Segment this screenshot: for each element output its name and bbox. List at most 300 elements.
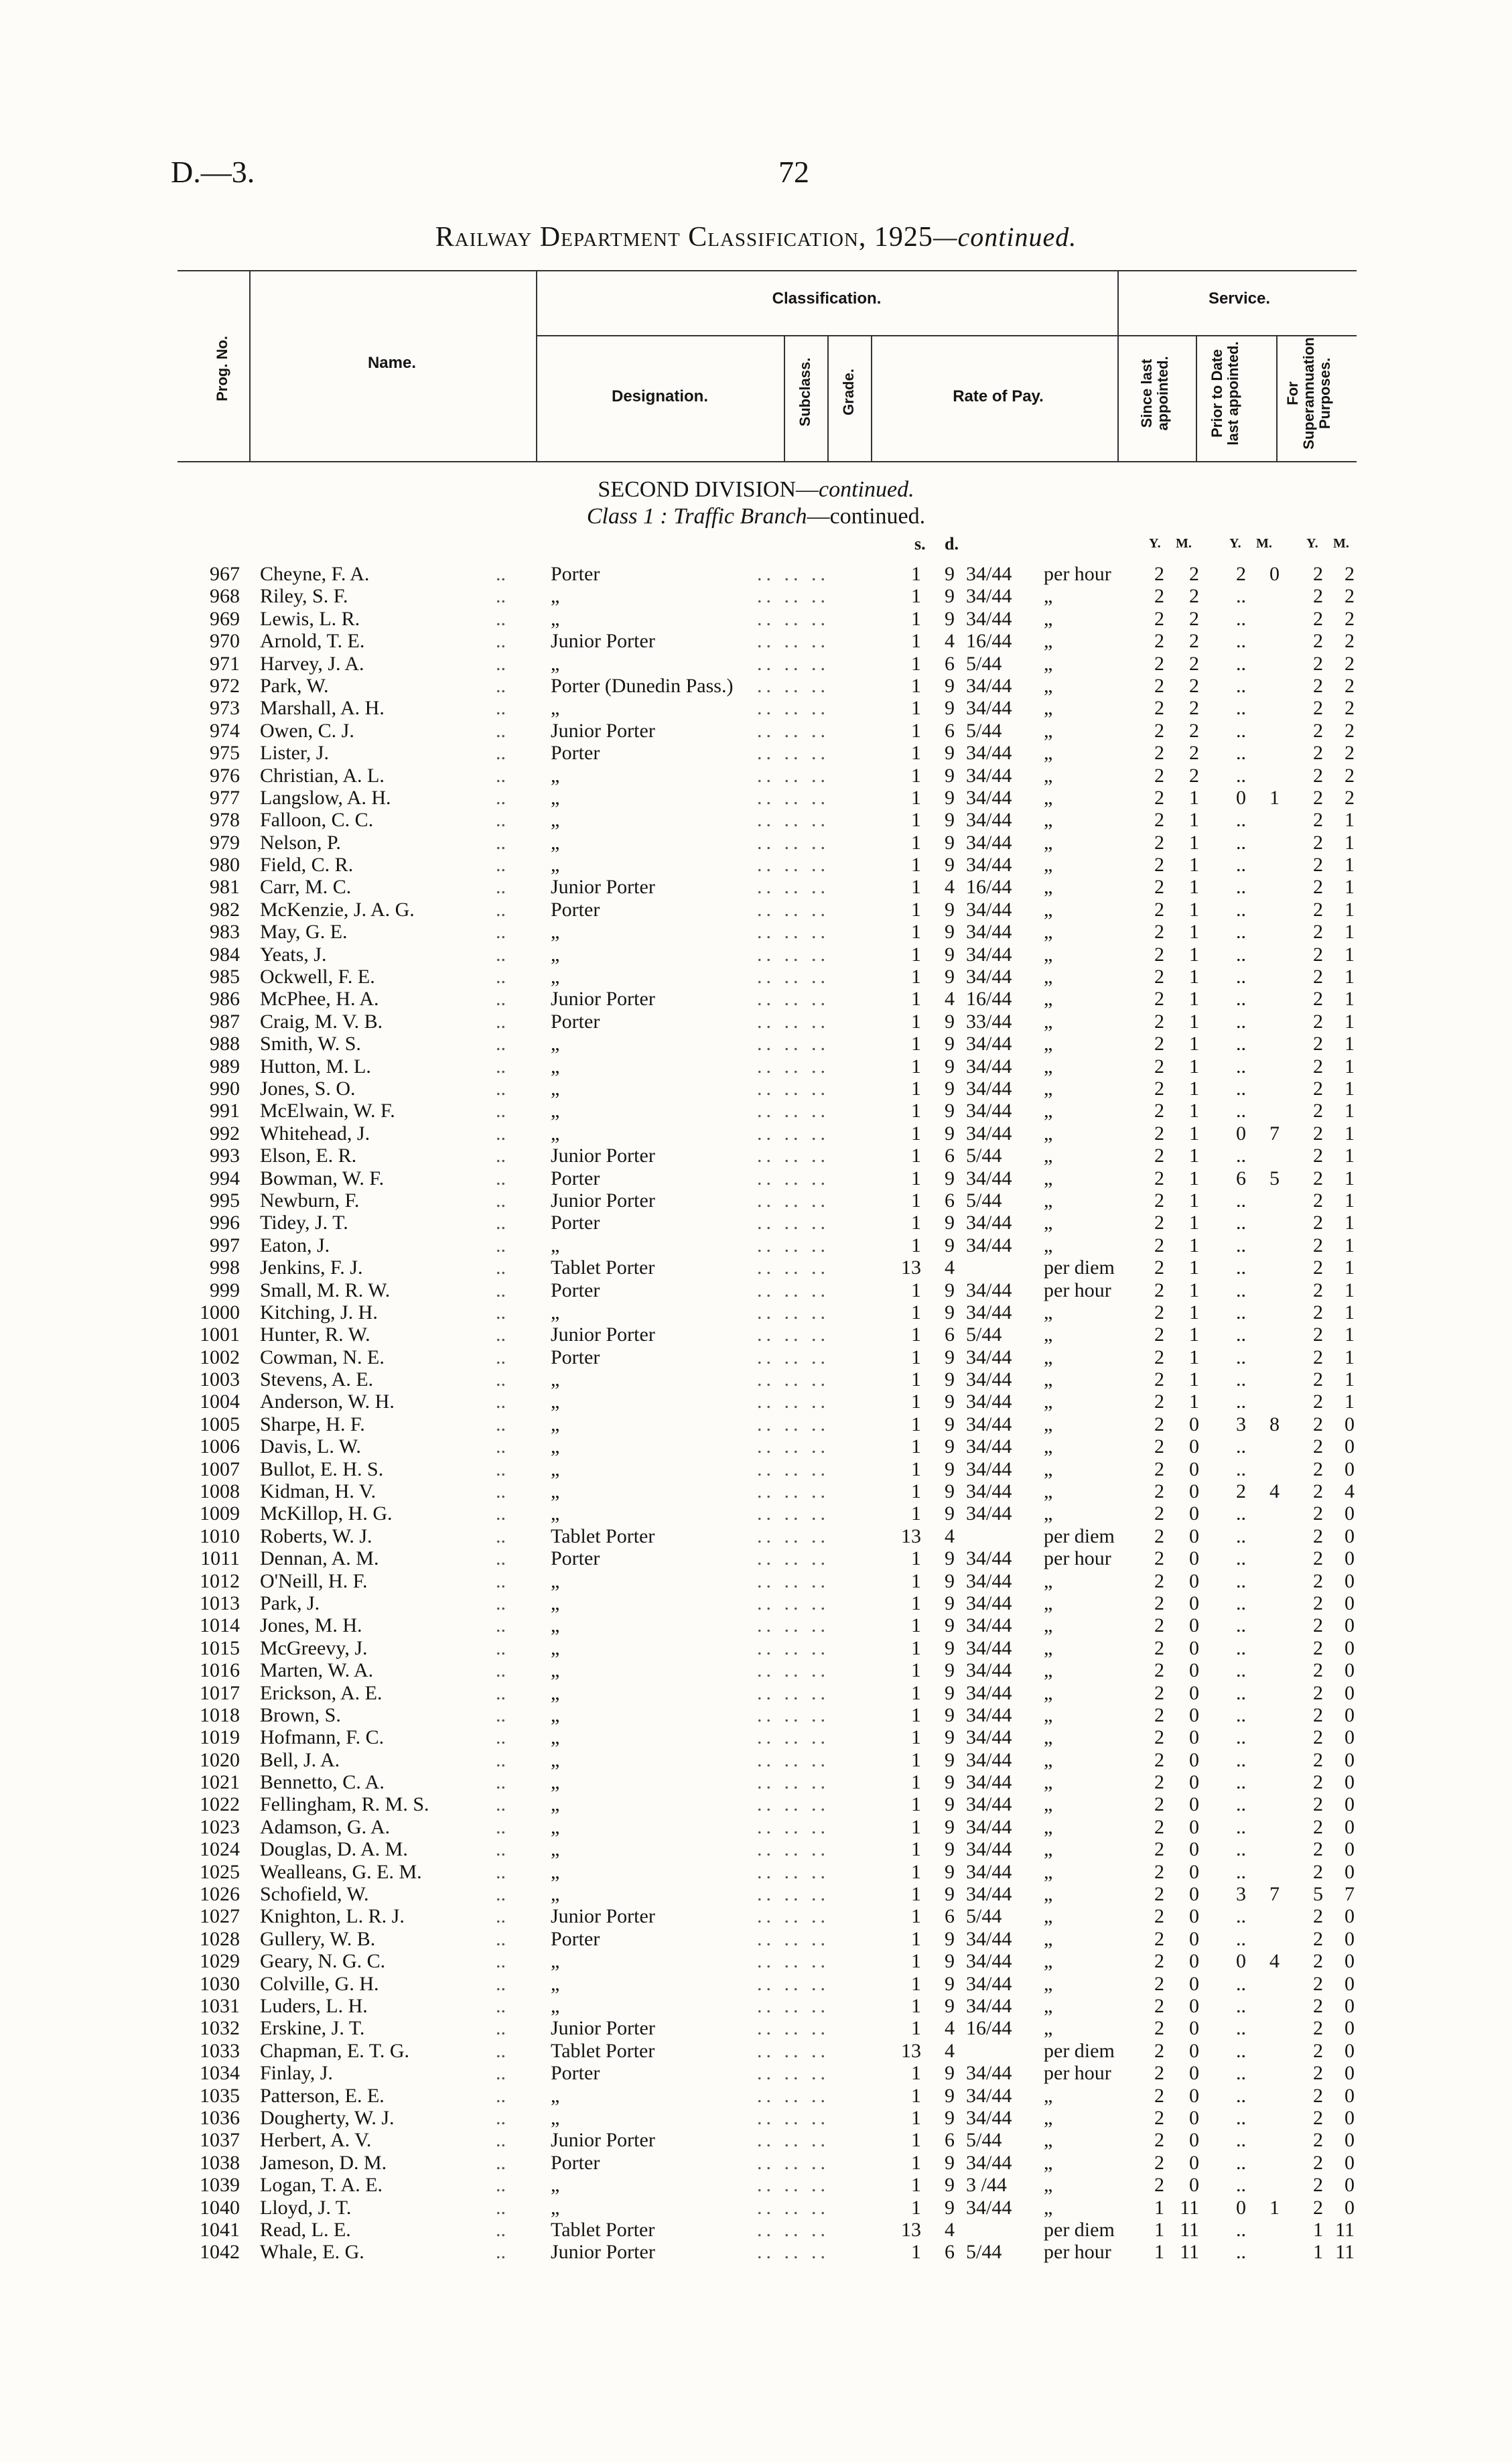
rate-shillings: 1 [911,652,921,675]
rate-unit: per hour [1044,2241,1111,2264]
rate-fraction: 34/44 [966,786,1012,809]
rate-pence: 6 [945,1323,955,1346]
super-years: 2 [1313,1502,1323,1525]
employee-name: Finlay, J. [260,2062,333,2085]
super-years: 2 [1313,563,1323,585]
since-months: 0 [1189,1927,1199,1950]
prior-years: .. [1236,719,1246,742]
leader-dots: .. [496,1726,506,1749]
prog-no: 1028 [200,1927,240,1950]
rate-unit: „ [1044,1972,1053,1995]
division-label: SECOND DIVISION— [598,477,819,502]
prog-no: 991 [210,1100,240,1122]
rate-unit: „ [1044,630,1053,653]
since-months: 0 [1189,2174,1199,2197]
since-months: 0 [1189,1480,1199,1503]
table-row [0,2241,1512,2263]
leader-dots: .. .. .. [757,1793,829,1816]
rate-unit: „ [1044,1592,1053,1614]
super-months: 0 [1345,2062,1355,2085]
prior-months: 1 [1269,2196,1280,2219]
super-years: 2 [1313,607,1323,630]
rate-pence: 9 [945,1301,955,1323]
super-months: 0 [1345,1927,1355,1950]
leader-dots: .. [496,2129,506,2152]
since-years: 2 [1154,1145,1164,1167]
leader-dots: .. .. .. [757,1122,829,1145]
col-for-super: For Superannuation Purposes. [1284,337,1333,450]
employee-name: Whitehead, J. [260,1122,370,1145]
prior-years: .. [1236,2151,1246,2174]
since-months: 1 [1189,831,1199,854]
super-months: 0 [1345,1457,1355,1480]
rate-unit: „ [1044,943,1053,966]
since-years: 2 [1154,1883,1164,1906]
rate-shillings: 1 [911,2151,921,2174]
super-months: 0 [1345,2084,1355,2107]
super-months: 0 [1345,2196,1355,2219]
table-row [0,787,1512,809]
since-months: 1 [1189,786,1199,809]
employee-name: Park, J. [260,1592,320,1614]
rate-fraction: 34/44 [966,1502,1012,1525]
prior-years: .. [1236,1346,1246,1368]
leader-dots: .. [496,1234,506,1256]
prior-years: .. [1236,1033,1246,1055]
table-row [0,988,1512,1010]
super-years: 2 [1313,1592,1323,1614]
since-years: 1 [1154,2196,1164,2219]
rate-shillings: 1 [911,607,921,630]
rate-pence: 9 [945,966,955,988]
designation: „ [551,1301,560,1323]
rate-unit: „ [1044,898,1053,921]
rate-shillings: 1 [911,921,921,944]
table-row [0,1100,1512,1122]
rate-pence: 9 [945,1659,955,1682]
rate-fraction: 5/44 [966,1323,1002,1346]
rate-fraction: 34/44 [966,2106,1012,2129]
leader-dots: .. .. .. [757,809,829,832]
leader-dots: .. [496,1189,506,1212]
col-prog-no: Prog. No. [214,336,230,401]
since-years: 2 [1154,697,1164,720]
prior-months: 4 [1269,1950,1280,1973]
since-years: 2 [1154,1748,1164,1771]
table-row [0,1458,1512,1480]
table-row [0,2174,1512,2196]
super-months: 2 [1345,697,1355,720]
leader-dots: .. [496,1502,506,1525]
table-row [0,1390,1512,1413]
rate-pence: 9 [945,585,955,608]
super-years: 2 [1313,2196,1323,2219]
designation: „ [551,1457,560,1480]
rate-unit: „ [1044,988,1053,1011]
since-months: 0 [1189,2151,1199,2174]
leader-dots: .. .. .. [757,719,829,742]
designation: „ [551,1636,560,1659]
since-months: 1 [1189,1390,1199,1413]
super-years: 2 [1313,1368,1323,1391]
leader-dots: .. [496,674,506,697]
header-bottom-rule [178,461,1357,462]
super-months: 2 [1345,719,1355,742]
page-title [0,221,1512,253]
rate-pence: 9 [945,831,955,854]
leader-dots: .. [496,1077,506,1100]
table-row [0,1928,1512,1950]
super-months: 2 [1345,563,1355,585]
leader-dots: .. .. .. [757,1055,829,1078]
table-row [0,1659,1512,1681]
leader-dots: .. .. .. [757,1435,829,1458]
super-months: 1 [1345,943,1355,966]
leader-dots: .. .. .. [757,1077,829,1100]
prog-no: 1011 [200,1547,240,1570]
leader-dots: .. .. .. [757,1927,829,1950]
leader-dots: .. [496,1055,506,1078]
employee-name: Jameson, D. M. [260,2151,387,2174]
rate-shillings: 13 [901,1525,921,1547]
table-row [0,720,1512,742]
designation: „ [551,607,560,630]
rate-shillings: 1 [911,1726,921,1749]
since-years: 2 [1154,1502,1164,1525]
rate-unit: „ [1044,742,1053,765]
leader-dots: .. .. .. [757,1972,829,1995]
employee-name: McPhee, H. A. [260,988,379,1011]
designation: Porter [551,1279,600,1301]
prior-years: .. [1236,1703,1246,1726]
leader-dots: .. .. .. [757,1860,829,1883]
employee-name: Owen, C. J. [260,719,354,742]
table-row [0,2129,1512,2151]
rate-shillings: 1 [911,1368,921,1391]
designation: Porter [551,1547,600,1570]
rate-pence: 6 [945,1905,955,1928]
employee-name: Erskine, J. T. [260,2017,365,2040]
rate-unit: „ [1044,1614,1053,1637]
employee-name: Cowman, N. E. [260,1346,385,1368]
since-months: 0 [1189,1703,1199,1726]
since-years: 2 [1154,786,1164,809]
rate-unit: „ [1044,1010,1053,1033]
prior-years: .. [1236,1995,1246,2017]
rate-unit: „ [1044,1301,1053,1323]
designation: „ [551,1771,560,1794]
designation: Porter [551,563,600,585]
employee-name: Kitching, J. H. [260,1301,378,1323]
table-row [0,2062,1512,2084]
rate-unit: „ [1044,719,1053,742]
prior-months: 0 [1269,563,1280,585]
since-years: 2 [1154,563,1164,585]
table-row [0,854,1512,876]
rate-unit: „ [1044,809,1053,832]
super-months: 1 [1345,1167,1355,1189]
prog-no: 1035 [200,2084,240,2107]
rate-pence: 4 [945,2218,955,2241]
super-months: 0 [1345,1838,1355,1861]
prog-no: 1042 [200,2241,240,2264]
super-years: 2 [1313,1010,1323,1033]
since-months: 0 [1189,1636,1199,1659]
employee-name: Park, W. [260,674,329,697]
since-months: 1 [1189,1167,1199,1189]
prior-years: .. [1236,1927,1246,1950]
leader-dots: .. [496,898,506,921]
prog-no: 1032 [200,2017,240,2040]
rate-shillings: 1 [911,1480,921,1503]
since-years: 2 [1154,1927,1164,1950]
since-years: 1 [1154,2218,1164,2241]
employee-name: Marten, W. A. [260,1659,374,1682]
designation: Porter [551,2062,600,2085]
rate-fraction: 34/44 [966,674,1012,697]
rate-shillings: 1 [911,1636,921,1659]
designation: Porter [551,1346,600,1368]
rate-pence: 9 [945,1815,955,1838]
since-years: 2 [1154,943,1164,966]
since-months: 0 [1189,1614,1199,1637]
employee-name: Bell, J. A. [260,1748,340,1771]
employee-name: Nelson, P. [260,831,341,854]
super-months: 0 [1345,1569,1355,1592]
designation: „ [551,1815,560,1838]
super-months: 0 [1345,2151,1355,2174]
prog-no: 1019 [200,1726,240,1749]
rate-shillings: 1 [911,1703,921,1726]
rate-fraction: 34/44 [966,854,1012,877]
prog-no: 1015 [200,1636,240,1659]
divider-subclass [827,335,829,461]
super-months: 1 [1345,1145,1355,1167]
rate-fraction: 5/44 [966,1189,1002,1212]
leader-dots: .. [496,1748,506,1771]
employee-name: Langslow, A. H. [260,786,391,809]
rate-pence: 6 [945,719,955,742]
super-years: 2 [1313,585,1323,608]
rate-pence: 9 [945,1748,955,1771]
designation: „ [551,2196,560,2219]
super-years: 2 [1313,1614,1323,1637]
super-years: 2 [1313,1950,1323,1973]
designation: Junior Porter [551,2241,655,2264]
super-months: 1 [1345,1189,1355,1212]
leader-dots: .. [496,1122,506,1145]
super-years: 2 [1313,1748,1323,1771]
prior-months: 7 [1269,1122,1280,1145]
prog-no: 990 [210,1077,240,1100]
table-row [0,2107,1512,2129]
rate-shillings: 1 [911,1883,921,1906]
prog-no: 982 [210,898,240,921]
since-months: 0 [1189,1793,1199,1816]
prior-years: .. [1236,831,1246,854]
since-years: 2 [1154,1860,1164,1883]
employee-name: Sharpe, H. F. [260,1413,365,1435]
rate-pence: 9 [945,1457,955,1480]
rate-fraction: 34/44 [966,831,1012,854]
prior-years: .. [1236,2218,1246,2241]
super-months: 0 [1345,1525,1355,1547]
since-years: 2 [1154,1703,1164,1726]
table-row [0,1368,1512,1390]
super-years: 2 [1313,809,1323,832]
prior-years: .. [1236,1569,1246,1592]
rate-shillings: 1 [911,1435,921,1458]
employee-name: Small, M. R. W. [260,1279,391,1301]
super-months: 1 [1345,1368,1355,1391]
super-years: 2 [1313,1771,1323,1794]
leader-dots: .. [496,585,506,608]
rate-fraction: 34/44 [966,1100,1012,1122]
prog-no: 967 [210,563,240,585]
super-years: 2 [1313,1905,1323,1928]
prior-years: .. [1236,1502,1246,1525]
designation: Junior Porter [551,876,655,899]
table-row [0,1726,1512,1748]
since-months: 1 [1189,1010,1199,1033]
prog-no: 1005 [200,1413,240,1435]
designation: Porter (Dunedin Pass.) [551,674,734,697]
rate-fraction: 34/44 [966,2084,1012,2107]
super-years: 2 [1313,876,1323,899]
employee-name: Douglas, D. A. M. [260,1838,408,1861]
table-row [0,1167,1512,1189]
leader-dots: .. [496,1413,506,1435]
leader-dots: .. .. .. [757,1457,829,1480]
unit-m1: M. [1176,536,1192,551]
leader-dots: .. [496,1659,506,1682]
employee-name: Dougherty, W. J. [260,2106,395,2129]
prog-no: 1010 [200,1525,240,1547]
super-years: 2 [1313,1413,1323,1435]
super-years: 5 [1313,1883,1323,1906]
prior-years: .. [1236,2106,1246,2129]
since-years: 2 [1154,585,1164,608]
super-years: 2 [1313,2174,1323,2197]
since-years: 1 [1154,2241,1164,2264]
divider-designation [784,335,785,461]
divider-grade [871,335,872,461]
since-months: 11 [1180,2218,1199,2241]
employee-name: Bullot, E. H. S. [260,1457,384,1480]
table-row [0,966,1512,988]
since-months: 11 [1180,2241,1199,2264]
leader-dots: .. [496,764,506,787]
leader-dots: .. [496,1614,506,1637]
prior-years: .. [1236,1547,1246,1570]
rate-fraction: 34/44 [966,1636,1012,1659]
branch-label: Traffic Branch [673,504,807,529]
super-years: 2 [1313,2062,1323,2085]
header-top-rule [178,270,1357,271]
table-row [0,1122,1512,1145]
rate-shillings: 1 [911,809,921,832]
super-months: 1 [1345,1279,1355,1301]
divider-prior [1276,335,1278,461]
since-years: 2 [1154,1950,1164,1973]
super-years: 2 [1313,1636,1323,1659]
leader-dots: .. [496,1860,506,1883]
employee-name: Anderson, W. H. [260,1390,395,1413]
col-designation: Designation. [611,387,708,405]
leader-dots: .. .. .. [757,1033,829,1055]
rate-unit: „ [1044,1995,1053,2017]
prior-years: .. [1236,1390,1246,1413]
rate-pence: 9 [945,1703,955,1726]
rate-shillings: 1 [911,1055,921,1078]
prog-no: 973 [210,697,240,720]
leader-dots: .. [496,1010,506,1033]
rate-unit: per hour [1044,1279,1111,1301]
prog-no: 1017 [200,1681,240,1704]
prog-no: 1007 [200,1457,240,1480]
designation: Porter [551,898,600,921]
leader-dots: .. [496,1525,506,1547]
employee-name: Newburn, F. [260,1189,360,1212]
rate-shillings: 1 [911,1167,921,1189]
leader-dots: .. .. .. [757,1323,829,1346]
prog-no: 1023 [200,1815,240,1838]
prior-years: .. [1236,1860,1246,1883]
employee-name: Geary, N. G. C. [260,1950,386,1973]
since-years: 2 [1154,1435,1164,1458]
super-years: 2 [1313,1547,1323,1570]
super-years: 2 [1313,1122,1323,1145]
leader-dots: .. [496,563,506,585]
prior-years: .. [1236,764,1246,787]
rate-shillings: 1 [911,1771,921,1794]
since-months: 2 [1189,607,1199,630]
super-months: 2 [1345,674,1355,697]
leader-dots: .. .. .. [757,1525,829,1547]
page-header-left: D.—3. [171,155,255,189]
rate-shillings: 1 [911,1033,921,1055]
since-months: 1 [1189,1301,1199,1323]
rate-pence: 9 [945,1346,955,1368]
designation: Junior Porter [551,1905,655,1928]
since-years: 2 [1154,1636,1164,1659]
rate-pence: 9 [945,1122,955,1145]
designation: „ [551,1033,560,1055]
designation: „ [551,1480,560,1503]
super-months: 1 [1345,1122,1355,1145]
unit-m2: M. [1256,536,1272,551]
rate-unit: „ [1044,2106,1053,2129]
since-months: 0 [1189,1592,1199,1614]
super-months: 1 [1345,854,1355,877]
employee-name: Hofmann, F. C. [260,1726,385,1749]
since-years: 2 [1154,1793,1164,1816]
rate-unit: „ [1044,2151,1053,2174]
employee-name: Falloon, C. C. [260,809,374,832]
prog-no: 969 [210,607,240,630]
class-heading [0,504,1512,529]
prog-no: 993 [210,1145,240,1167]
leader-dots: .. .. .. [757,1614,829,1637]
super-years: 2 [1313,1480,1323,1503]
prog-no: 1041 [200,2218,240,2241]
leader-dots: .. .. .. [757,921,829,944]
table-row [0,1838,1512,1860]
rate-shillings: 1 [911,1212,921,1234]
leader-dots: .. [496,652,506,675]
rate-unit: „ [1044,854,1053,877]
leader-dots: .. [496,876,506,899]
